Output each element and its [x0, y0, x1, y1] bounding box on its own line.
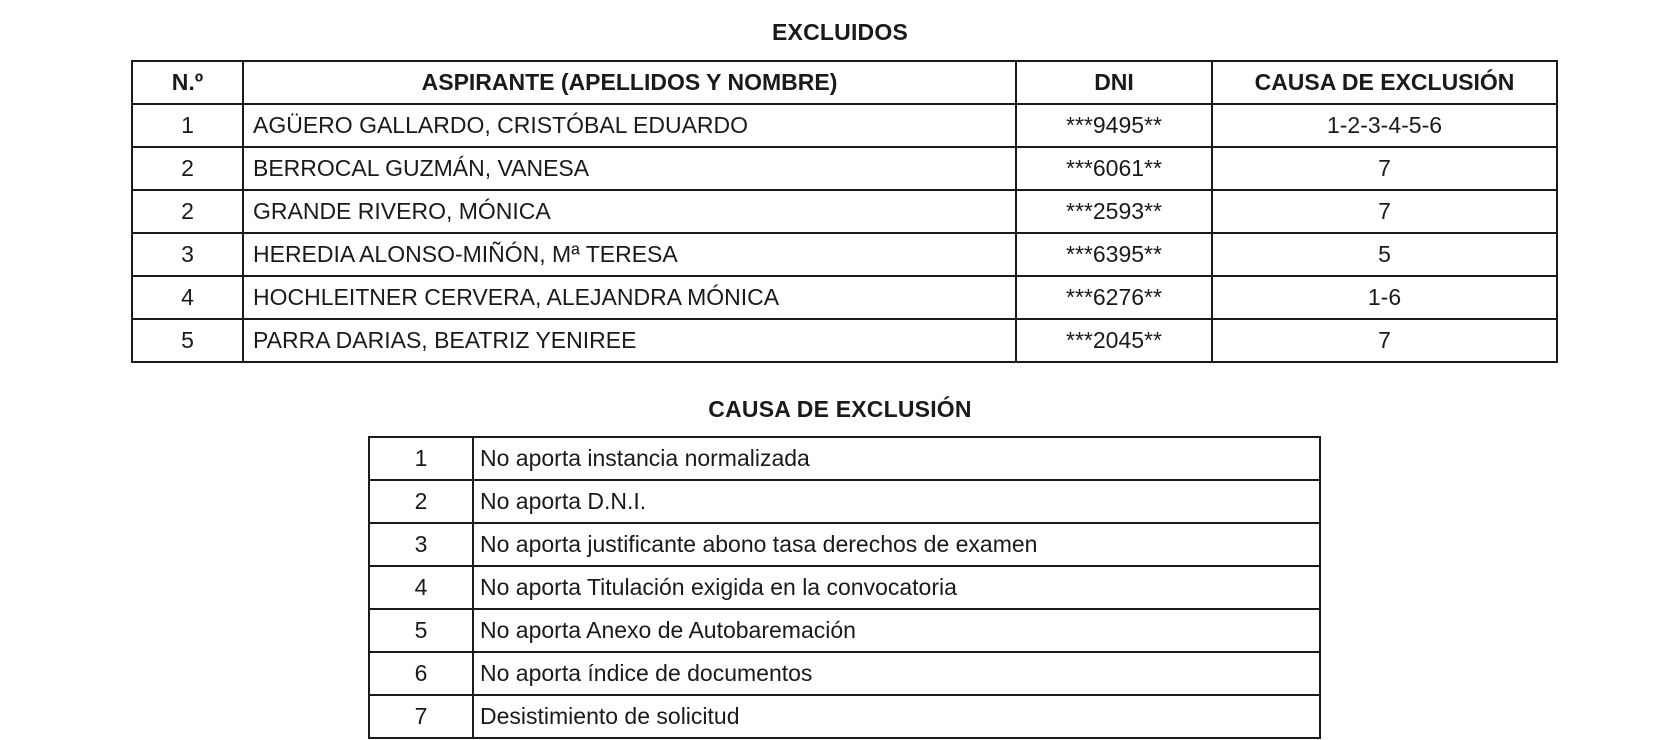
table-row	[132, 147, 1557, 190]
cause-description: No aporta Anexo de Autobaremación	[473, 609, 1320, 652]
cause-code: 6	[369, 652, 473, 695]
table-row	[132, 319, 1557, 362]
applicant-dni: ***6395**	[1016, 233, 1212, 276]
table-row	[132, 190, 1557, 233]
exclusion-cause: 1-2-3-4-5-6	[1212, 104, 1557, 147]
row-number: 2	[132, 147, 243, 190]
exclusion-cause: 5	[1212, 233, 1557, 276]
excluded-applicants-table	[131, 60, 1558, 363]
cause-description: No aporta instancia normalizada	[473, 437, 1320, 480]
header-dni: DNI	[1016, 61, 1212, 104]
cause-description: Desistimiento de solicitud	[473, 695, 1320, 738]
applicant-dni: ***2045**	[1016, 319, 1212, 362]
exclusion-cause: 7	[1212, 319, 1557, 362]
cause-code: 7	[369, 695, 473, 738]
table-header-row	[132, 61, 1557, 104]
applicant-dni: ***2593**	[1016, 190, 1212, 233]
row-number: 2	[132, 190, 243, 233]
applicant-dni: ***9495**	[1016, 104, 1212, 147]
applicant-dni: ***6061**	[1016, 147, 1212, 190]
row-number: 1	[132, 104, 243, 147]
table-row	[369, 437, 1320, 480]
table-row	[369, 652, 1320, 695]
exclusion-cause: 7	[1212, 147, 1557, 190]
applicant-name: PARRA DARIAS, BEATRIZ YENIREE	[243, 319, 1016, 362]
table-row	[132, 276, 1557, 319]
header-applicant: ASPIRANTE (APELLIDOS Y NOMBRE)	[243, 61, 1016, 104]
table-row	[369, 695, 1320, 738]
cause-description: No aporta Titulación exigida en la convocatoria	[473, 566, 1320, 609]
cause-description: No aporta D.N.I.	[473, 480, 1320, 523]
applicant-name: HEREDIA ALONSO-MIÑÓN, Mª TERESA	[243, 233, 1016, 276]
cause-code: 2	[369, 480, 473, 523]
row-number: 4	[132, 276, 243, 319]
header-exclusion-cause: CAUSA DE EXCLUSIÓN	[1212, 61, 1557, 104]
cause-description: No aporta justificante abono tasa derechos de examen	[473, 523, 1320, 566]
table-row	[132, 233, 1557, 276]
exclusion-causes-table	[368, 436, 1321, 739]
header-number: N.º	[132, 61, 243, 104]
table-row	[369, 609, 1320, 652]
table-row	[369, 566, 1320, 609]
cause-description: No aporta índice de documentos	[473, 652, 1320, 695]
table-row	[369, 480, 1320, 523]
applicant-name: GRANDE RIVERO, MÓNICA	[243, 190, 1016, 233]
cause-code: 5	[369, 609, 473, 652]
cause-code: 4	[369, 566, 473, 609]
applicant-name: BERROCAL GUZMÁN, VANESA	[243, 147, 1016, 190]
table-row	[132, 104, 1557, 147]
excluded-title: EXCLUIDOS	[772, 19, 908, 45]
cause-code: 3	[369, 523, 473, 566]
row-number: 5	[132, 319, 243, 362]
exclusion-causes-title: CAUSA DE EXCLUSIÓN	[708, 396, 972, 422]
exclusion-cause: 1-6	[1212, 276, 1557, 319]
cause-code: 1	[369, 437, 473, 480]
applicant-name: HOCHLEITNER CERVERA, ALEJANDRA MÓNICA	[243, 276, 1016, 319]
exclusion-cause: 7	[1212, 190, 1557, 233]
applicant-name: AGÜERO GALLARDO, CRISTÓBAL EDUARDO	[243, 104, 1016, 147]
applicant-dni: ***6276**	[1016, 276, 1212, 319]
row-number: 3	[132, 233, 243, 276]
table-row	[369, 523, 1320, 566]
